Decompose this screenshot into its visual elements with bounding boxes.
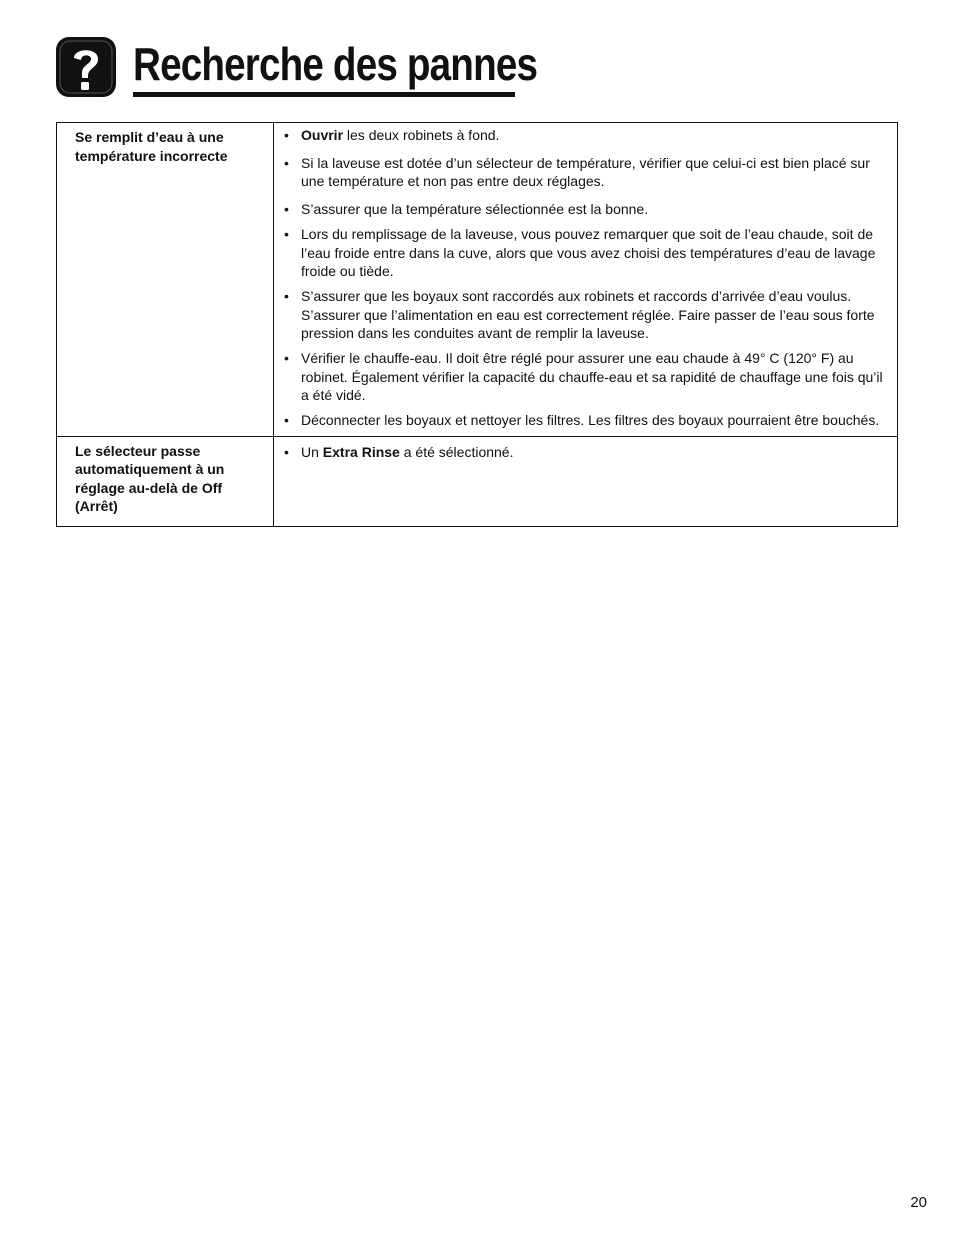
remedy-text: S’assurer que la température sélectionnée est la bonne. [301, 201, 649, 218]
problem-cell: Le sélecteur passe automatiquement à un réglage au-delà de Off (Arrêt) [57, 436, 274, 526]
remedy-bold: Extra Rinse [322, 443, 400, 460]
list-item [284, 443, 889, 462]
remedy-list [284, 126, 889, 430]
list-item [284, 154, 889, 191]
question-mark-icon [54, 35, 118, 99]
page-header [54, 30, 538, 100]
remedy-bold: Ouvrir [301, 127, 344, 143]
remedy-text: les deux robinets à fond. [343, 127, 500, 143]
title-underline [133, 30, 538, 97]
remedy-text: Lors du remplissage de la laveuse, vous pouvez remarquer que soit de l’eau chaude, soit de l’eau froide entre dans la cuve, alors que vous avez choisi des températures d’eau de lavage froide ou tiède. [301, 225, 876, 280]
list-item [284, 349, 889, 405]
page-title: Recherche des pannes [133, 38, 538, 90]
problem-cell: Se remplit d’eau à une température incorrecte [57, 123, 274, 437]
list-item [284, 126, 889, 145]
remedies-cell [274, 123, 898, 437]
remedy-text: Déconnecter les boyaux et nettoyer les filtres. Les filtres des boyaux pourraient être bouchés. [301, 412, 880, 429]
table-row [57, 436, 898, 526]
list-item [284, 411, 889, 430]
table-row [57, 123, 898, 437]
remedy-prefix: Un [301, 443, 323, 460]
troubleshooting-table [56, 122, 898, 527]
remedy-text: Vérifier le chauffe-eau. Il doit être réglé pour assurer une eau chaude à 49° C (120° F) au robinet. Également vérifier la capacité du chauffe-eau et sa rapidité de chauffage une fois qu’il a été vidé. [301, 350, 883, 404]
list-item [284, 287, 889, 343]
remedy-text: a été sélectionné. [399, 443, 514, 460]
remedy-text: S’assurer que les boyaux sont raccordés aux robinets et raccords d’arrivée d’eau voulus. S’assurer que l’alimentation en eau est correctement réglée. Faire passer de l’eau sous forte pression dans les conduites avant de remplir la laveuse. [301, 287, 875, 342]
remedy-text: Si la laveuse est dotée d’un sélecteur de température, vérifier que celui-ci est bien placé sur une température et non pas entre deux réglages. [301, 154, 870, 190]
page-number: 20 [910, 1194, 927, 1211]
list-item [284, 225, 889, 281]
remedies-cell [274, 436, 898, 526]
list-item [284, 200, 889, 219]
remedy-list [284, 443, 889, 462]
